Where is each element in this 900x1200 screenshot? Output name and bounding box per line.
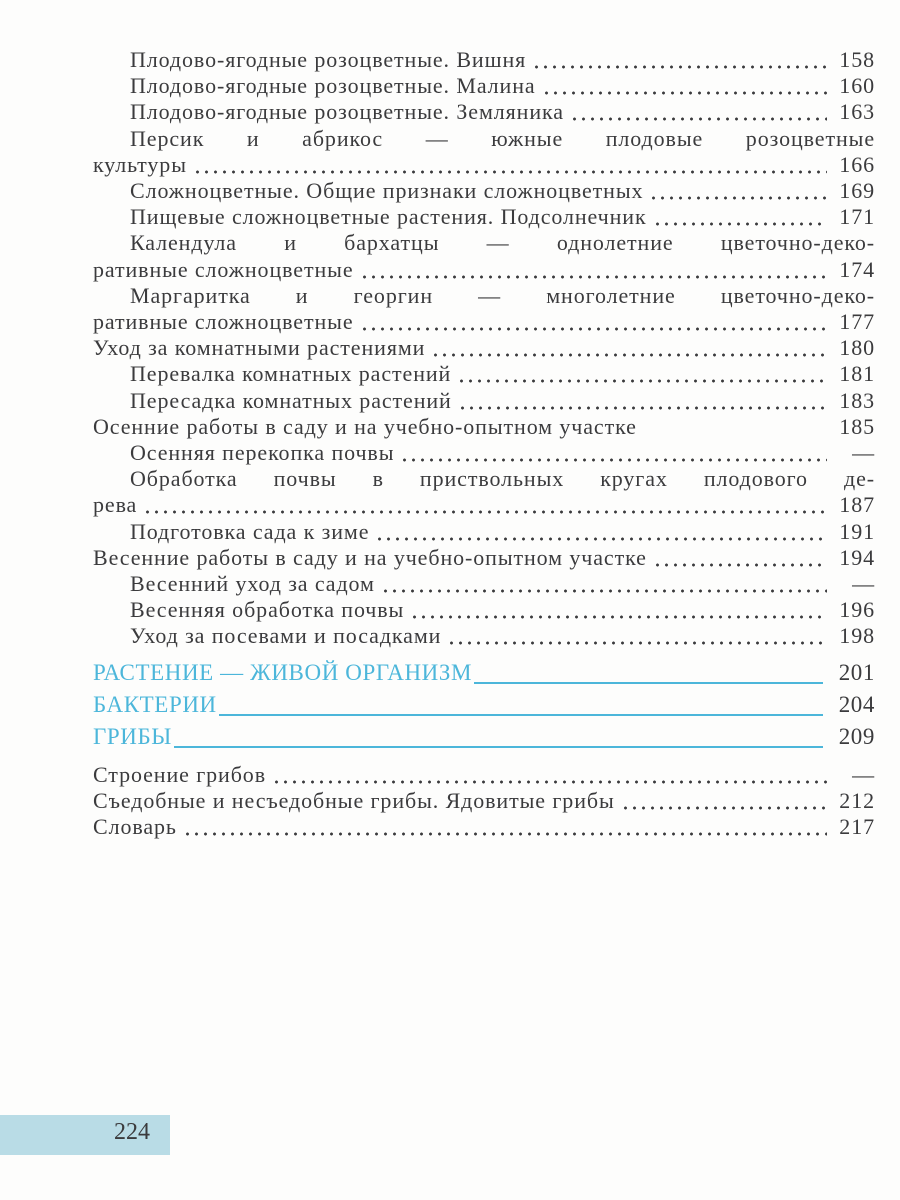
toc-section-heading[interactable]	[0, 724, 875, 750]
toc-entry[interactable]	[0, 178, 875, 204]
toc-entry[interactable]	[0, 73, 875, 99]
toc-entry[interactable]	[0, 47, 875, 73]
toc-section-heading[interactable]	[0, 660, 875, 686]
dot-leader	[542, 73, 827, 99]
toc-entry-title: Уход за посевами и посадками	[130, 623, 442, 649]
dot-leader	[458, 388, 827, 414]
toc-entry[interactable]	[0, 99, 875, 125]
toc-entry[interactable]	[0, 597, 875, 623]
toc-entry-title: Плодово-ягодные розоцветные. Малина	[130, 73, 536, 99]
toc-entry[interactable]	[0, 257, 875, 283]
dot-leader	[431, 335, 827, 361]
toc-entry-title: Пищевые сложноцветные растения. Подсолнечник	[130, 204, 647, 230]
toc-page-number: 180	[839, 335, 875, 361]
toc-entry[interactable]	[0, 814, 875, 840]
toc-entry[interactable]	[0, 571, 875, 597]
toc-entry-title: рева	[93, 492, 138, 518]
toc-entry[interactable]	[0, 762, 875, 788]
toc-entry-title: Словарь	[93, 814, 177, 839]
dot-leader	[649, 178, 827, 204]
toc-entry-title: Уход за комнатными растениями	[93, 335, 426, 361]
toc-page-number: 171	[839, 204, 875, 230]
toc-entry-title: Весенний уход за садом	[130, 571, 375, 596]
toc-page-number: 166	[839, 151, 875, 177]
toc-page-number: —	[852, 761, 875, 787]
dot-leader	[653, 545, 827, 571]
toc-page-number: 198	[839, 623, 875, 649]
toc-page-number: 163	[839, 99, 875, 125]
toc-entry-title: Осенние работы в саду и на учебно-опытном участке	[93, 413, 637, 439]
dot-leader	[381, 571, 827, 597]
toc-entry-title: Персик и абрикос — южные плодовые розоцветные	[130, 125, 875, 151]
dot-leader	[272, 762, 827, 788]
toc-entry-title: ГРИБЫ	[93, 723, 172, 749]
page-number: 224	[114, 1119, 150, 1145]
toc-entry-line[interactable]	[0, 126, 875, 152]
dot-leader	[457, 361, 827, 387]
toc-entry[interactable]	[0, 361, 875, 387]
dot-leader	[193, 152, 827, 178]
dot-leader	[375, 519, 827, 545]
toc-entry-title: Календула и бархатцы — однолетние цветочно-деко-	[130, 230, 875, 256]
toc-entry-title: Весенняя обработка почвы	[130, 597, 405, 623]
dot-leader	[183, 814, 827, 840]
toc-page-number: 209	[838, 723, 875, 749]
toc-entry[interactable]	[0, 335, 875, 361]
toc-entry[interactable]	[0, 623, 875, 649]
toc-page-number: 158	[839, 47, 875, 72]
toc-entry[interactable]	[0, 788, 875, 814]
toc-page-number: 177	[839, 309, 875, 334]
toc-page-number: 201	[838, 659, 875, 685]
toc-entry-title: Перевалка комнатных растений	[130, 361, 452, 387]
toc-entry-title: Пересадка комнатных растений	[130, 387, 452, 413]
toc-section-heading[interactable]	[0, 692, 875, 718]
heading-rule	[174, 746, 823, 748]
toc-page-number: 191	[839, 518, 875, 544]
toc-entry-title: Строение грибов	[93, 761, 266, 787]
heading-rule	[474, 682, 823, 684]
toc-page-number: —	[852, 440, 875, 465]
toc-page-number: —	[852, 571, 875, 596]
toc-entry-title: РАСТЕНИЕ — ЖИВОЙ ОРГАНИЗМ	[93, 659, 473, 685]
toc-entry[interactable]	[0, 545, 875, 571]
toc-page-number: 196	[839, 597, 875, 623]
toc-page-number: 183	[839, 387, 875, 413]
toc-entry-line[interactable]	[0, 466, 875, 492]
dot-leader	[621, 788, 827, 814]
toc-entry-title: Подготовка сада к зиме	[130, 518, 370, 544]
dot-leader	[643, 414, 827, 440]
toc-entry-title: ративные сложноцветные	[93, 256, 354, 282]
toc-entry[interactable]	[0, 414, 875, 440]
dot-leader	[143, 492, 827, 518]
dot-leader	[360, 309, 828, 335]
toc-entry[interactable]	[0, 492, 875, 518]
toc-entry-title: Весенние работы в саду и на учебно-опытном участке	[93, 544, 647, 570]
toc-entry-title: Съедобные и несъедобные грибы. Ядовитые грибы	[93, 787, 615, 813]
toc-page-number: 185	[839, 413, 875, 439]
toc-entry-title: Плодово-ягодные розоцветные. Земляника	[130, 99, 564, 125]
toc-page-number: 174	[839, 256, 875, 282]
toc-entry[interactable]	[0, 152, 875, 178]
dot-leader	[653, 204, 827, 230]
dot-leader	[400, 440, 827, 466]
toc-page-number: 194	[839, 544, 875, 570]
toc-page-number: 212	[839, 787, 875, 813]
toc-entry-line[interactable]	[0, 283, 875, 309]
dot-leader	[360, 257, 828, 283]
toc-page-number: 181	[839, 361, 875, 387]
toc-entry-title: ративные сложноцветные	[93, 309, 354, 334]
toc-entry-title: Плодово-ягодные розоцветные. Вишня	[130, 47, 527, 72]
toc-page-number: 204	[838, 691, 875, 717]
dot-leader	[410, 597, 827, 623]
toc-page-number: 169	[839, 178, 875, 203]
toc-entry[interactable]	[0, 440, 875, 466]
toc-entry-title: БАКТЕРИИ	[93, 691, 217, 717]
toc-entry-line[interactable]	[0, 230, 875, 256]
toc-page-number: 217	[839, 814, 875, 839]
toc-entry[interactable]	[0, 204, 875, 230]
dot-leader	[532, 47, 827, 73]
toc-entry-title: Обработка почвы в приствольных кругах плодового де-	[130, 466, 875, 492]
toc-entry-title: Осенняя перекопка почвы	[130, 440, 395, 465]
toc-entry-title: Маргаритка и георгин — многолетние цветочно-деко-	[130, 282, 875, 308]
toc-entry-title: Сложноцветные. Общие признаки сложноцветных	[130, 178, 644, 203]
page-number-tab	[0, 1115, 170, 1155]
toc-entry-title: культуры	[93, 151, 187, 177]
toc-entry[interactable]	[0, 309, 875, 335]
dot-leader	[447, 623, 827, 649]
toc-entry[interactable]	[0, 388, 875, 414]
dot-leader	[570, 99, 827, 125]
toc-entry[interactable]	[0, 519, 875, 545]
toc-page-number: 187	[839, 492, 875, 518]
heading-rule	[219, 714, 823, 716]
toc-page-number: 160	[839, 73, 875, 99]
